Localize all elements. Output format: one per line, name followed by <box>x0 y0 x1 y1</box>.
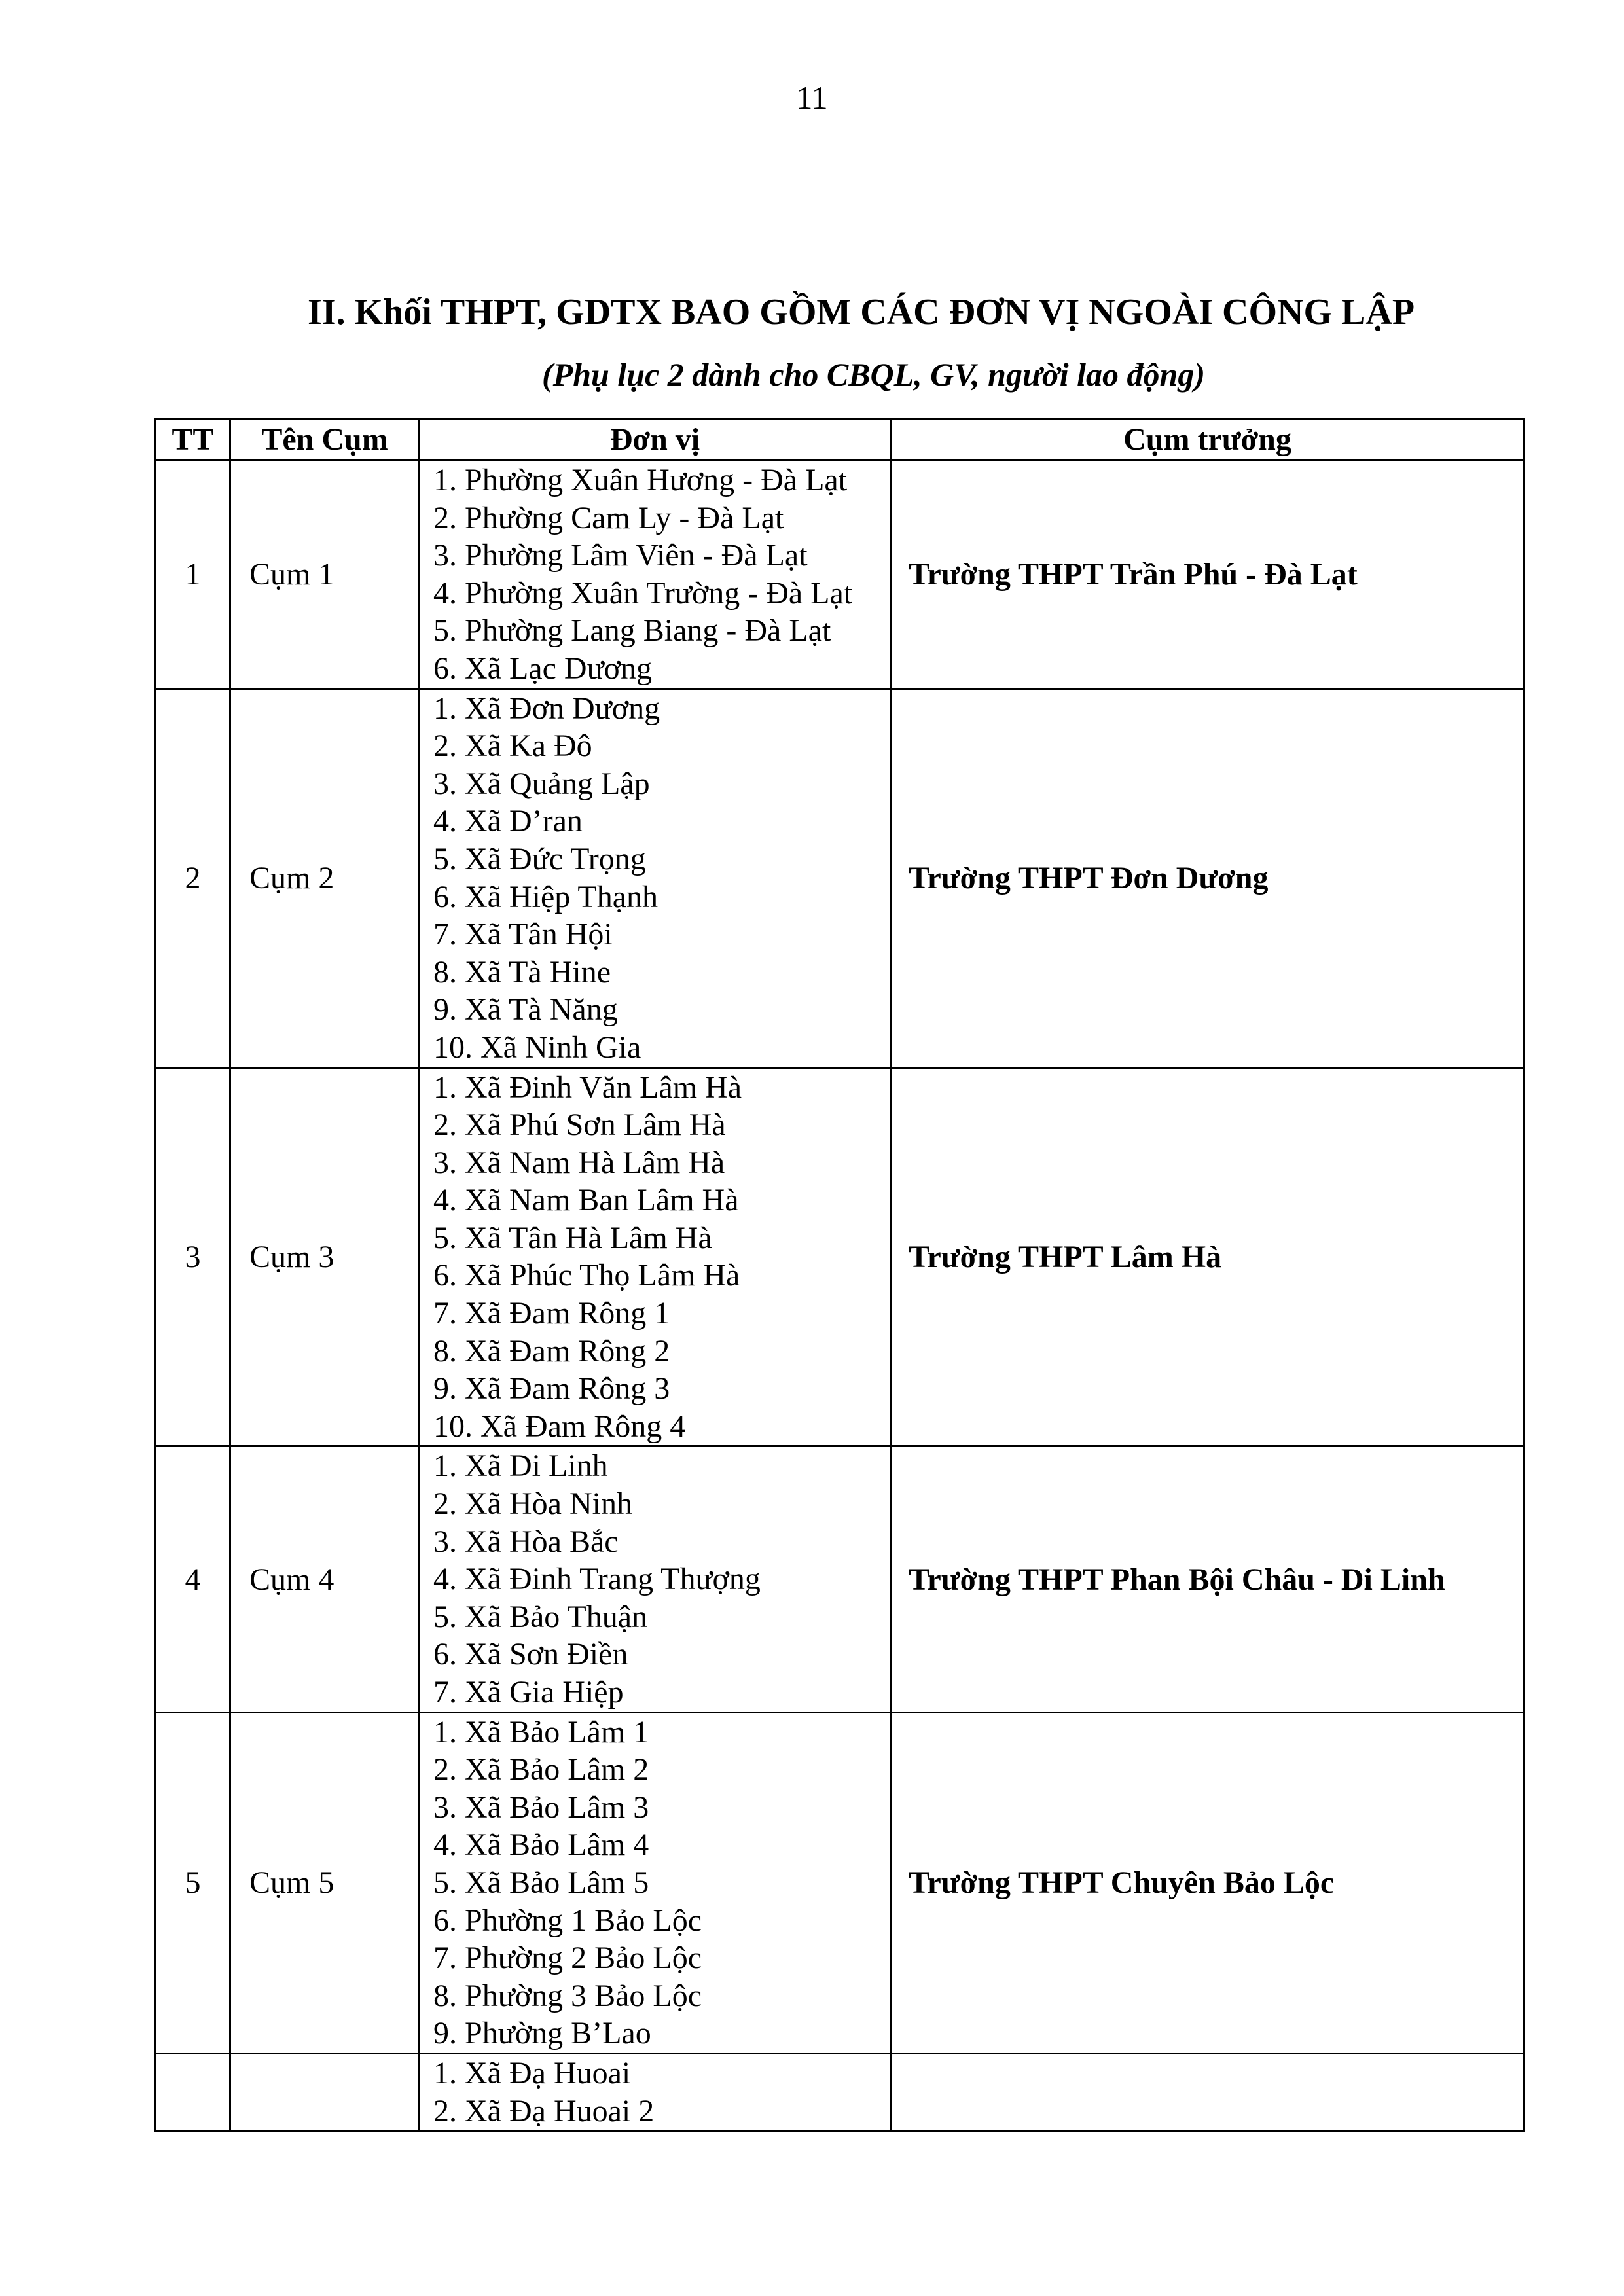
unit-item: 7. Phường 2 Bảo Lộc <box>433 1941 702 1976</box>
unit-item: 8. Phường 3 Bảo Lộc <box>433 1978 702 2013</box>
cluster-name: Cụm 4 <box>230 1446 420 1712</box>
unit-item: 2. Xã Bảo Lâm 2 <box>433 1752 649 1787</box>
unit-item: 6. Xã Phúc Thọ Lâm Hà <box>433 1258 740 1293</box>
unit-list <box>420 2053 891 2130</box>
unit-item: 5. Xã Bảo Lâm 5 <box>433 1865 649 1900</box>
unit-item: 8. Xã Đam Rông 2 <box>433 1333 670 1369</box>
table-row <box>156 461 1525 689</box>
row-number: 4 <box>156 1446 230 1712</box>
header-cluster-name: Tên Cụm <box>230 419 420 461</box>
unit-item: 4. Xã Bảo Lâm 4 <box>433 1827 649 1863</box>
cluster-name: Cụm 3 <box>230 1067 420 1446</box>
unit-item: 1. Xã Đạ Huoai <box>433 2055 631 2090</box>
cluster-leader: Trường THPT Lâm Hà <box>891 1067 1525 1446</box>
unit-item: 5. Xã Đức Trọng <box>433 841 646 876</box>
unit-item: 10. Xã Đam Rông 4 <box>433 1408 686 1444</box>
unit-item: 9. Xã Tà Năng <box>433 992 618 1028</box>
unit-item: 4. Phường Xuân Trường - Đà Lạt <box>433 575 853 611</box>
row-number: 1 <box>156 461 230 689</box>
page-number: 11 <box>796 79 828 116</box>
unit-item: 5. Xã Tân Hà Lâm Hà <box>433 1220 712 1255</box>
unit-item: 7. Xã Tân Hội <box>433 917 613 952</box>
cluster-leader: Trường THPT Trần Phú - Đà Lạt <box>891 461 1525 689</box>
header-tt: TT <box>156 419 230 461</box>
unit-item: 2. Xã Đạ Huoai 2 <box>433 2093 655 2128</box>
unit-item: 3. Xã Quảng Lập <box>433 766 650 801</box>
unit-item: 6. Xã Lạc Dương <box>433 651 652 686</box>
unit-item: 1. Phường Xuân Hương - Đà Lạt <box>433 463 848 497</box>
row-number: 3 <box>156 1067 230 1446</box>
unit-item: 10. Xã Ninh Gia <box>433 1030 641 1065</box>
header-cluster-leader: Cụm trưởng <box>891 419 1525 461</box>
unit-item: 1. Xã Đinh Văn Lâm Hà <box>433 1069 742 1105</box>
unit-item: 8. Xã Tà Hine <box>433 954 611 990</box>
unit-list <box>420 689 891 1067</box>
unit-item: 1. Xã Bảo Lâm 1 <box>433 1714 649 1749</box>
row-number: 5 <box>156 1712 230 2053</box>
unit-item: 5. Xã Bảo Thuận <box>433 1599 648 1634</box>
unit-item: 7. Xã Gia Hiệp <box>433 1675 624 1710</box>
row-number: 2 <box>156 689 230 1067</box>
unit-item: 3. Xã Hòa Bắc <box>433 1524 619 1559</box>
row-number <box>156 2053 230 2130</box>
cluster-name: Cụm 5 <box>230 1712 420 2053</box>
unit-item: 6. Phường 1 Bảo Lộc <box>433 1903 702 1938</box>
unit-list <box>420 1067 891 1446</box>
unit-list <box>420 461 891 689</box>
cluster-leader <box>891 2053 1525 2130</box>
table-row <box>156 1067 1525 1446</box>
table-row <box>156 1712 1525 2053</box>
table-row <box>156 689 1525 1067</box>
unit-item: 4. Xã Nam Ban Lâm Hà <box>433 1183 739 1218</box>
unit-item: 7. Xã Đam Rông 1 <box>433 1296 670 1331</box>
unit-item: 1. Xã Đơn Dương <box>433 691 660 726</box>
cluster-table <box>154 418 1525 2132</box>
unit-item: 9. Xã Đam Rông 3 <box>433 1371 670 1407</box>
table-row <box>156 2053 1525 2130</box>
unit-item: 2. Xã Hòa Ninh <box>433 1486 632 1522</box>
cluster-leader: Trường THPT Phan Bội Châu - Di Linh <box>891 1446 1525 1712</box>
table-header-row <box>156 419 1525 461</box>
cluster-leader: Trường THPT Đơn Dương <box>891 689 1525 1067</box>
unit-item: 3. Phường Lâm Viên - Đà Lạt <box>433 538 808 573</box>
unit-item: 5. Phường Lang Biang - Đà Lạt <box>433 613 831 649</box>
cluster-name: Cụm 2 <box>230 689 420 1067</box>
cluster-name <box>230 2053 420 2130</box>
section-heading: II. Khối THPT, GDTX BAO GỒM CÁC ĐƠN VỊ NGOÀI CÔNG LẬP <box>308 292 1415 332</box>
unit-item: 3. Xã Bảo Lâm 3 <box>433 1789 649 1825</box>
unit-list <box>420 1446 891 1712</box>
section-subheading: (Phụ lục 2 dành cho CBQL, GV, người lao động) <box>542 356 1206 393</box>
unit-item: 4. Xã Đinh Trang Thượng <box>433 1562 761 1597</box>
table-row <box>156 1446 1525 1712</box>
unit-item: 2. Phường Cam Ly - Đà Lạt <box>433 500 784 535</box>
unit-item: 9. Phường B’Lao <box>433 2016 651 2051</box>
unit-item: 2. Xã Ka Đô <box>433 728 592 764</box>
unit-list <box>420 1712 891 2053</box>
unit-item: 4. Xã D’ran <box>433 804 583 839</box>
unit-item: 6. Xã Sơn Điền <box>433 1637 628 1672</box>
table-body <box>156 461 1525 2131</box>
unit-item: 3. Xã Nam Hà Lâm Hà <box>433 1145 725 1180</box>
cluster-name: Cụm 1 <box>230 461 420 689</box>
header-units: Đơn vị <box>420 419 891 461</box>
unit-item: 2. Xã Phú Sơn Lâm Hà <box>433 1107 726 1143</box>
unit-item: 1. Xã Di Linh <box>433 1448 608 1484</box>
unit-item: 6. Xã Hiệp Thạnh <box>433 879 659 914</box>
cluster-leader: Trường THPT Chuyên Bảo Lộc <box>891 1712 1525 2053</box>
